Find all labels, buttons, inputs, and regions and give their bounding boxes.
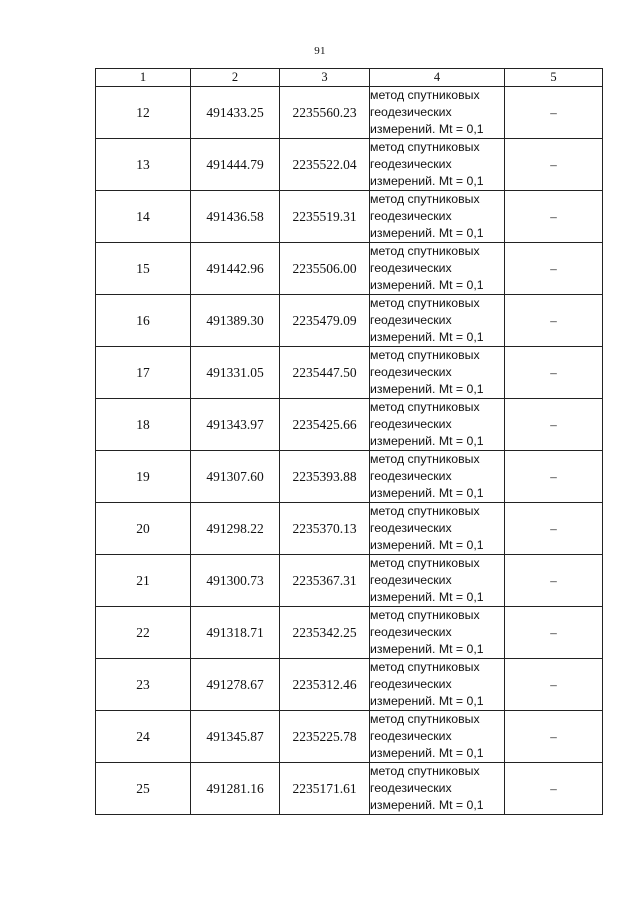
coordinate-y: 2235506.00 xyxy=(280,243,370,295)
table-row xyxy=(96,555,603,607)
measurement-method xyxy=(370,711,505,763)
table-row xyxy=(96,607,603,659)
method-line-3: измерений. Mt = 0,1 xyxy=(370,278,484,292)
method-line-1: метод спутниковых xyxy=(370,764,480,778)
point-description: – xyxy=(505,87,603,139)
point-description: – xyxy=(505,451,603,503)
coordinate-x: 491436.58 xyxy=(191,191,280,243)
method-line-1: метод спутниковых xyxy=(370,712,480,726)
coordinate-x: 491433.25 xyxy=(191,87,280,139)
table-row xyxy=(96,399,603,451)
table-row xyxy=(96,659,603,711)
table-row xyxy=(96,451,603,503)
table-row xyxy=(96,347,603,399)
coordinate-x: 491318.71 xyxy=(191,607,280,659)
point-description: – xyxy=(505,555,603,607)
coordinate-y: 2235342.25 xyxy=(280,607,370,659)
point-description: – xyxy=(505,711,603,763)
measurement-method xyxy=(370,503,505,555)
coordinate-y: 2235393.88 xyxy=(280,451,370,503)
point-description: – xyxy=(505,243,603,295)
coordinate-x: 491389.30 xyxy=(191,295,280,347)
column-header-3: 3 xyxy=(280,69,370,87)
method-line-2: геодезических xyxy=(370,313,452,327)
point-number: 19 xyxy=(96,451,191,503)
point-description: – xyxy=(505,503,603,555)
method-line-2: геодезических xyxy=(370,781,452,795)
table-row xyxy=(96,243,603,295)
point-description: – xyxy=(505,347,603,399)
table-header-row xyxy=(96,69,603,87)
page-number: 91 xyxy=(314,45,326,57)
method-line-3: измерений. Mt = 0,1 xyxy=(370,798,484,812)
method-line-3: измерений. Mt = 0,1 xyxy=(370,122,484,136)
point-number: 12 xyxy=(96,87,191,139)
point-number: 16 xyxy=(96,295,191,347)
method-line-2: геодезических xyxy=(370,105,452,119)
method-line-1: метод спутниковых xyxy=(370,400,480,414)
method-line-3: измерений. Mt = 0,1 xyxy=(370,330,484,344)
coordinate-y: 2235171.61 xyxy=(280,763,370,815)
table-row xyxy=(96,191,603,243)
measurement-method xyxy=(370,87,505,139)
point-description: – xyxy=(505,191,603,243)
coordinate-y: 2235522.04 xyxy=(280,139,370,191)
coordinate-y: 2235425.66 xyxy=(280,399,370,451)
method-line-1: метод спутниковых xyxy=(370,452,480,466)
coordinate-x: 491331.05 xyxy=(191,347,280,399)
column-header-2: 2 xyxy=(191,69,280,87)
method-line-1: метод спутниковых xyxy=(370,504,480,518)
coordinate-y: 2235479.09 xyxy=(280,295,370,347)
table-row xyxy=(96,503,603,555)
method-line-3: измерений. Mt = 0,1 xyxy=(370,434,484,448)
coordinate-y: 2235560.23 xyxy=(280,87,370,139)
point-number: 23 xyxy=(96,659,191,711)
method-line-1: метод спутниковых xyxy=(370,556,480,570)
method-line-3: измерений. Mt = 0,1 xyxy=(370,486,484,500)
point-number: 20 xyxy=(96,503,191,555)
method-line-1: метод спутниковых xyxy=(370,140,480,154)
point-number: 18 xyxy=(96,399,191,451)
coordinate-y: 2235519.31 xyxy=(280,191,370,243)
method-line-2: геодезических xyxy=(370,573,452,587)
method-line-1: метод спутниковых xyxy=(370,608,480,622)
method-line-2: геодезических xyxy=(370,625,452,639)
method-line-2: геодезических xyxy=(370,521,452,535)
method-line-2: геодезических xyxy=(370,261,452,275)
method-line-1: метод спутниковых xyxy=(370,660,480,674)
method-line-3: измерений. Mt = 0,1 xyxy=(370,382,484,396)
coordinate-x: 491442.96 xyxy=(191,243,280,295)
coordinate-x: 491281.16 xyxy=(191,763,280,815)
method-line-2: геодезических xyxy=(370,209,452,223)
method-line-2: геодезических xyxy=(370,729,452,743)
table-row xyxy=(96,139,603,191)
point-description: – xyxy=(505,763,603,815)
measurement-method xyxy=(370,295,505,347)
coordinate-x: 491278.67 xyxy=(191,659,280,711)
method-line-1: метод спутниковых xyxy=(370,244,480,258)
coordinate-y: 2235370.13 xyxy=(280,503,370,555)
method-line-3: измерений. Mt = 0,1 xyxy=(370,226,484,240)
column-header-4: 4 xyxy=(370,69,505,87)
point-description: – xyxy=(505,659,603,711)
point-number: 21 xyxy=(96,555,191,607)
method-line-2: геодезических xyxy=(370,157,452,171)
point-number: 15 xyxy=(96,243,191,295)
method-line-1: метод спутниковых xyxy=(370,192,480,206)
method-line-2: геодезических xyxy=(370,469,452,483)
measurement-method xyxy=(370,399,505,451)
point-number: 25 xyxy=(96,763,191,815)
coordinate-y: 2235225.78 xyxy=(280,711,370,763)
method-line-3: измерений. Mt = 0,1 xyxy=(370,694,484,708)
measurement-method xyxy=(370,347,505,399)
method-line-3: измерений. Mt = 0,1 xyxy=(370,746,484,760)
measurement-method xyxy=(370,555,505,607)
method-line-2: геодезических xyxy=(370,417,452,431)
coordinate-y: 2235447.50 xyxy=(280,347,370,399)
point-description: – xyxy=(505,139,603,191)
table-row xyxy=(96,711,603,763)
method-line-1: метод спутниковых xyxy=(370,348,480,362)
point-number: 17 xyxy=(96,347,191,399)
column-header-1: 1 xyxy=(96,69,191,87)
measurement-method xyxy=(370,139,505,191)
measurement-method xyxy=(370,451,505,503)
measurement-method xyxy=(370,243,505,295)
coordinate-x: 491444.79 xyxy=(191,139,280,191)
coordinate-x: 491307.60 xyxy=(191,451,280,503)
method-line-2: геодезических xyxy=(370,365,452,379)
point-description: – xyxy=(505,399,603,451)
point-number: 24 xyxy=(96,711,191,763)
point-description: – xyxy=(505,607,603,659)
coordinate-x: 491343.97 xyxy=(191,399,280,451)
column-header-5: 5 xyxy=(505,69,603,87)
method-line-1: метод спутниковых xyxy=(370,88,480,102)
method-line-2: геодезических xyxy=(370,677,452,691)
point-description: – xyxy=(505,295,603,347)
table-row xyxy=(96,295,603,347)
coordinate-y: 2235367.31 xyxy=(280,555,370,607)
measurement-method xyxy=(370,607,505,659)
point-number: 13 xyxy=(96,139,191,191)
coordinate-y: 2235312.46 xyxy=(280,659,370,711)
point-number: 14 xyxy=(96,191,191,243)
method-line-3: измерений. Mt = 0,1 xyxy=(370,174,484,188)
coordinates-table xyxy=(95,68,603,815)
table-row xyxy=(96,87,603,139)
point-number: 22 xyxy=(96,607,191,659)
coordinate-x: 491300.73 xyxy=(191,555,280,607)
method-line-3: измерений. Mt = 0,1 xyxy=(370,642,484,656)
measurement-method xyxy=(370,763,505,815)
coordinate-x: 491345.87 xyxy=(191,711,280,763)
table-row xyxy=(96,763,603,815)
measurement-method xyxy=(370,659,505,711)
coordinate-x: 491298.22 xyxy=(191,503,280,555)
method-line-3: измерений. Mt = 0,1 xyxy=(370,538,484,552)
method-line-3: измерений. Mt = 0,1 xyxy=(370,590,484,604)
method-line-1: метод спутниковых xyxy=(370,296,480,310)
measurement-method xyxy=(370,191,505,243)
